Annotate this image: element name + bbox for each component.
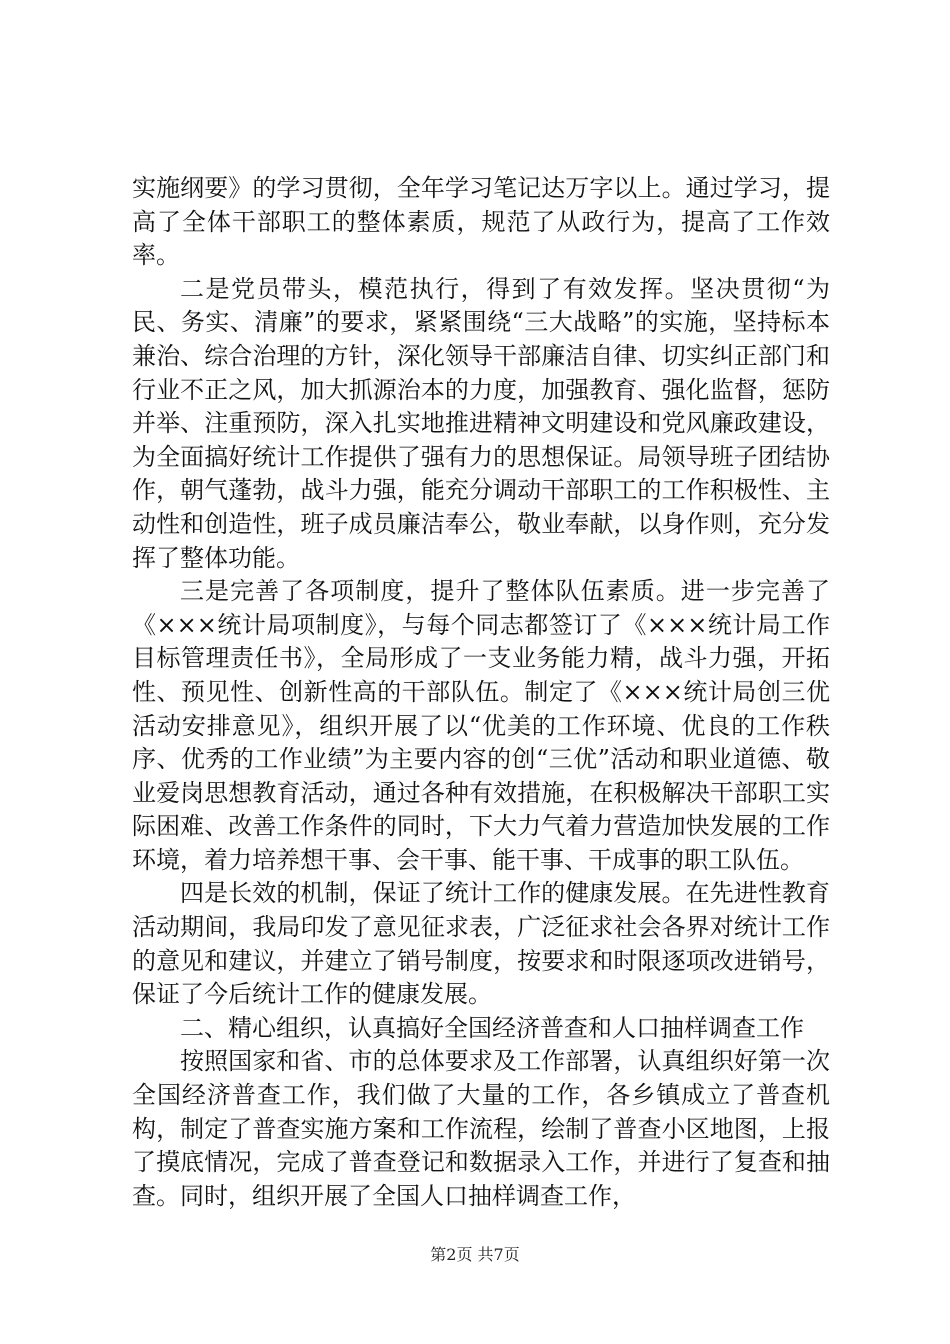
- paragraph-party-members: 二是党员带头，模范执行，得到了有效发挥。坚决贯彻“为民、务实、清廉”的要求，紧紧围绕“三大战略”的实施，坚持标本兼治、综合治理的方针，深化领导干部廉洁自律、切实纠正部门和行业不正之风，加大抓源治本的力度，加强教育、强化监督，惩防并举、注重预防，深入扎实地推进精神文明建设和党风廉政建设，为全面搞好统计工作提供了强有力的思想保证。局领导班子团结协作，朝气蓬勃，战斗力强，能充分调动干部职工的工作积极性、主动性和创造性，班子成员廉洁奉公，敬业奉献，以身作则，充分发挥了整体功能。: [132, 274, 830, 572]
- page-footer: 第2页 共7页: [430, 1245, 520, 1264]
- paragraph-census: 按照国家和省、市的总体要求及工作部署，认真组织好第一次全国经济普查工作，我们做了大量的工作，各乡镇成立了普查机构，制定了普查实施方案和工作流程，绘制了普查小区地图，上报了摸底情况，完成了普查登记和数据录入工作，并进行了复查和抽查。同时，组织开展了全国人口抽样调查工作，: [132, 1047, 830, 1210]
- section-heading-census: 二、精心组织，认真搞好全国经济普查和人口抽样调查工作: [180, 1013, 804, 1042]
- document-body: [132, 172, 830, 1213]
- paragraph-systems: 三是完善了各项制度，提升了整体队伍素质。进一步完善了《×××统计局项制度》，与每个同志都签订了《×××统计局工作目标管理责任书》，全局形成了一支业务能力精，战斗力强，开拓性、预见性、创新性高的干部队伍。制定了《×××统计局创三优活动安排意见》，组织开展了以“优美的工作环境、优良的工作秩序、优秀的工作业绩”为主要内容的创“三优”活动和职业道德、敬业爱岗思想教育活动，通过各种有效措施，在积极解决干部职工实际困难、改善工作条件的同时，下大力气着力营造加快发展的工作环境，着力培养想干事、会干事、能干事、干成事的职工队伍。: [132, 577, 830, 874]
- paragraph-mechanism: 四是长效的机制，保证了统计工作的健康发展。在先进性教育活动期间，我局印发了意见征求表，广泛征求社会各界对统计工作的意见和建议，并建立了销号制度，按要求和时限逐项改进销号，保证了今后统计工作的健康发展。: [132, 879, 830, 1009]
- paragraph-continuation: 实施纲要》的学习贯彻，全年学习笔记达万字以上。通过学习，提高了全体干部职工的整体素质，规范了从政行为，提高了工作效率。: [132, 174, 830, 270]
